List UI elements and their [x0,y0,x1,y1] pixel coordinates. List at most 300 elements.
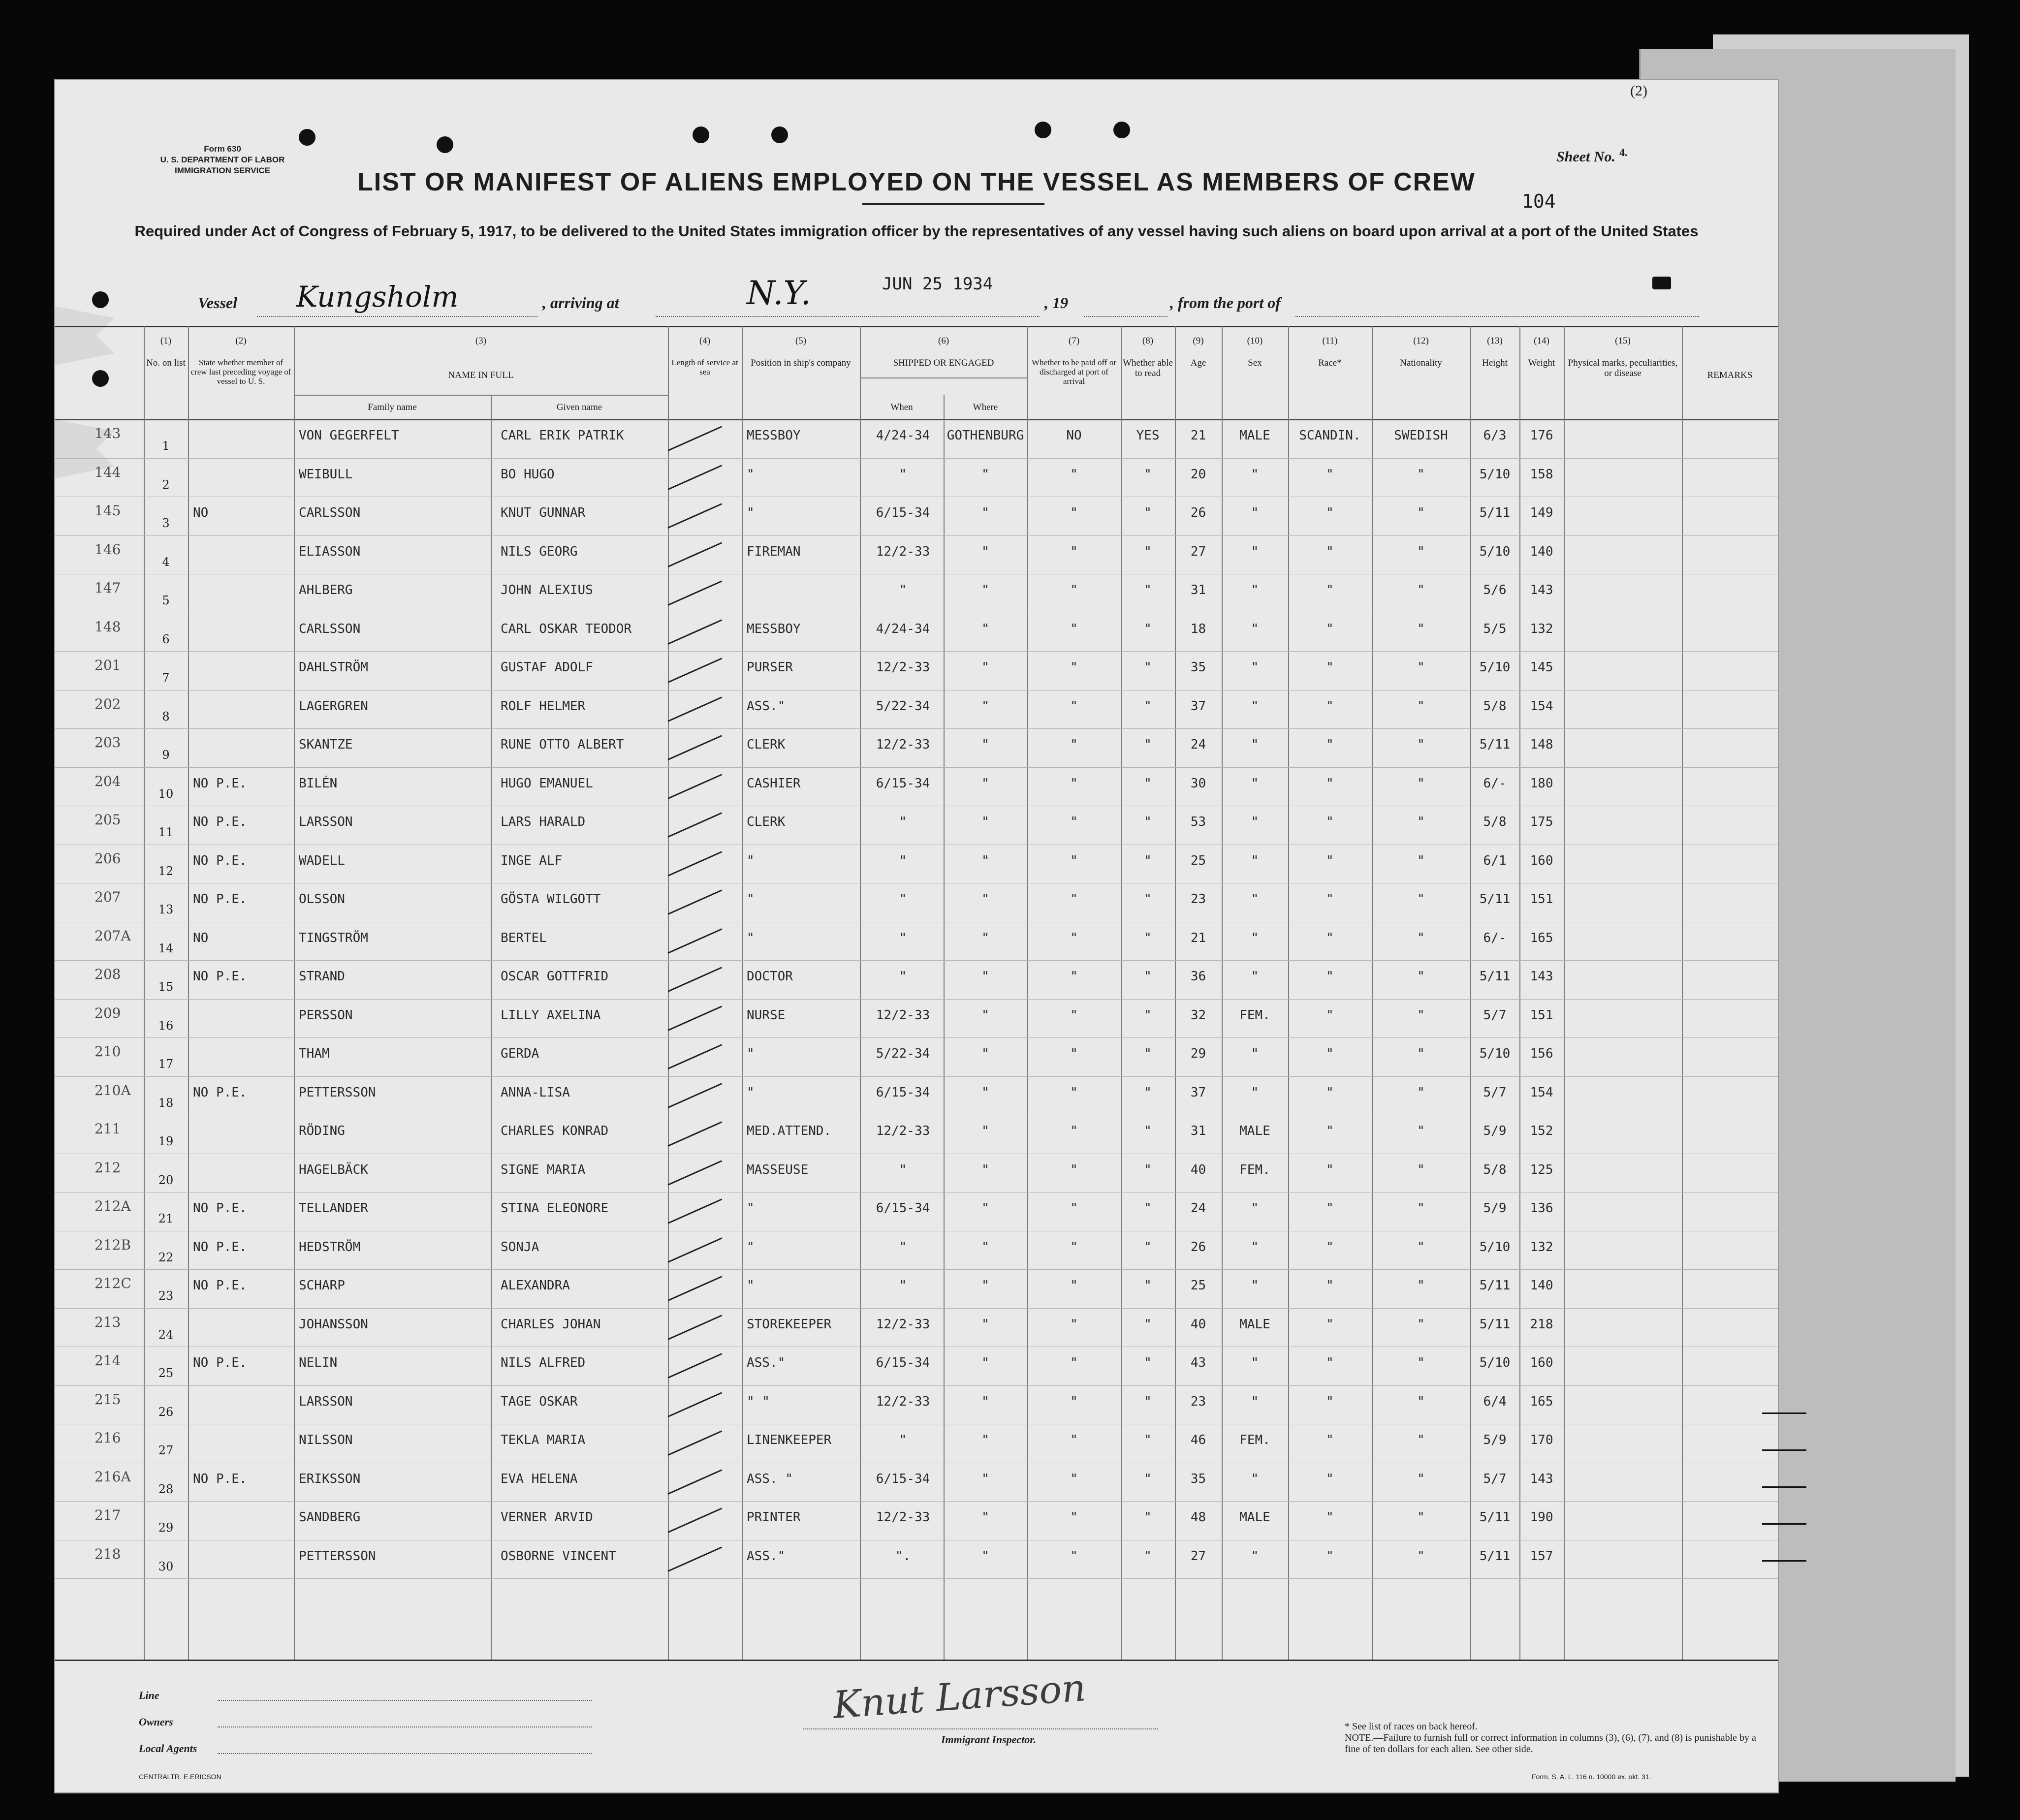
table-bottom-border [55,1660,1778,1661]
row-reference-number: 147 [95,580,121,596]
table-cell-read: " [1144,853,1152,868]
table-cell-where: " [981,467,989,482]
table-cell-where: " [981,621,989,636]
table-cell-position: CLERK [747,737,786,752]
row-reference-number: 216 [95,1430,121,1446]
length-of-service-dash [667,1392,722,1417]
form-reference: Form. S. A. L. 116 n. 10000 ex. okt. 31. [1532,1773,1651,1781]
table-cell-given: INGE ALF [501,853,563,868]
punch-hole [771,126,788,143]
table-cell-height: 5/10 [1479,1239,1511,1255]
table-cell-race: " [1326,1124,1334,1138]
table-cell-family: DAHLSTRÖM [299,660,368,675]
punch-hole [693,126,709,143]
table-cell-weight: 165 [1530,930,1553,945]
table-cell-height: 5/11 [1479,737,1511,752]
column-rule [491,395,492,1660]
table-cell-nationality: " [1417,1355,1425,1370]
table-cell-nationality: " [1417,1471,1425,1486]
table-cell-race: " [1326,1085,1334,1100]
table-cell-prev: NO P.E. [193,815,247,829]
table-row-rule [55,1501,1778,1502]
table-cell-position: " [747,1201,755,1216]
table-cell-age: 43 [1190,1355,1206,1370]
table-cell-family: AHLBERG [299,583,353,597]
table-cell-nationality: " [1417,621,1425,636]
table-cell-weight: 140 [1530,1278,1553,1293]
table-cell-where: " [981,1471,989,1486]
row-reference-number: 205 [95,812,121,828]
table-cell-race: " [1326,698,1334,714]
table-cell-weight: 151 [1530,892,1553,907]
torn-edge [55,306,114,365]
table-cell-age: 23 [1190,892,1206,907]
table-cell-sex: " [1251,1278,1259,1293]
table-cell-read: YES [1136,428,1160,443]
table-cell-weight: 143 [1530,1471,1553,1486]
row-reference-number: 146 [95,541,121,558]
table-cell-read: " [1144,1355,1152,1370]
table-cell-where: " [981,1317,989,1332]
table-cell-when: 6/15-34 [876,1085,930,1100]
column-number: (1) [160,336,172,346]
table-cell-sex: " [1251,583,1259,597]
column-number: (8) [1142,336,1154,346]
table-cell-nationality: " [1417,1085,1425,1100]
table-cell-race: " [1326,583,1334,597]
table-row-rule [55,767,1778,768]
table-cell-sex: " [1251,776,1259,791]
table-cell-read: " [1144,1085,1152,1100]
table-cell-paid-off: " [1070,853,1078,868]
column-label: State whether member of crew last preceding voyage of vessel to U. S. [190,358,291,386]
row-reference-number: 212B [95,1236,131,1253]
table-cell-read: " [1144,505,1152,520]
table-cell-paid-off: " [1070,660,1078,675]
table-cell-when: 12/2-33 [876,1124,930,1138]
table-cell-prev: NO P.E. [193,853,247,868]
table-cell-given: GERDA [501,1046,539,1061]
length-of-service-dash [667,889,722,915]
table-cell-where: " [981,1162,989,1177]
table-cell-when: " [899,1278,907,1293]
table-cell-weight: 165 [1530,1394,1553,1409]
length-of-service-dash [667,1198,722,1224]
table-cell-when: 6/15-34 [876,776,930,791]
column-label: Whether able to read [1123,358,1173,378]
row-reference-number: 143 [95,425,121,441]
column-number: (13) [1487,336,1503,346]
table-cell-paid-off: NO [1066,428,1082,443]
table-cell-nationality: " [1417,930,1425,945]
table-cell-family: JOHANSSON [299,1317,368,1332]
table-cell-nationality: " [1417,853,1425,868]
arriving-port: N.Y. [747,274,811,312]
column-label: NAME IN FULL [448,370,514,380]
table-cell-race: " [1326,1433,1334,1447]
table-cell-race: " [1326,505,1334,520]
table-cell-race: " [1326,930,1334,945]
table-cell-age: 25 [1190,853,1206,868]
races-note: * See list of races on back hereof. [1345,1721,1478,1732]
table-cell-nationality: " [1417,892,1425,907]
table-cell-given: OSCAR GOTTFRID [501,969,609,984]
length-of-service-dash [667,1353,722,1379]
table-cell-family: ERIKSSON [299,1471,361,1486]
table-cell-sex: MALE [1239,428,1270,443]
table-cell-family: SANDBERG [299,1510,361,1525]
column-sub-label: When [890,402,913,412]
row-list-number: 25 [158,1366,174,1380]
table-cell-position: " [747,1046,755,1061]
column-rule [1682,326,1683,1660]
table-cell-height: 5/11 [1479,1317,1511,1332]
table-cell-prev: NO P.E. [193,1085,247,1100]
table-cell-when: " [899,853,907,868]
column-number: (9) [1193,336,1204,346]
table-cell-given: ALEXANDRA [501,1278,570,1293]
length-of-service-dash [667,696,722,722]
column-number: (10) [1247,336,1263,346]
punch-hole [299,129,316,146]
table-cell-nationality: " [1417,737,1425,752]
table-cell-age: 23 [1190,1394,1206,1409]
row-list-number: 6 [162,632,170,646]
table-cell-family: LARSSON [299,815,353,829]
row-list-number: 5 [162,594,170,607]
column-label: No. on list [146,358,186,368]
row-list-number: 9 [162,748,170,762]
table-cell-height: 6/3 [1483,428,1507,443]
table-cell-sex: " [1251,737,1259,752]
table-cell-paid-off: " [1070,621,1078,636]
table-cell-when: 6/15-34 [876,1471,930,1486]
table-cell-sex: " [1251,1548,1259,1564]
table-cell-family: CARLSSON [299,505,361,520]
row-list-number: 26 [158,1405,174,1419]
table-cell-read: " [1144,1317,1152,1332]
row-reference-number: 216A [95,1468,131,1485]
table-cell-position: " [747,1278,755,1293]
table-cell-prev: NO P.E. [193,1471,247,1486]
table-cell-when: 6/15-34 [876,1201,930,1216]
column-sub-label: Family name [368,402,417,412]
table-cell-sex: " [1251,698,1259,714]
table-cell-height: 5/9 [1483,1433,1507,1447]
table-cell-nationality: " [1417,1124,1425,1138]
table-cell-where: " [981,1085,989,1100]
table-cell-family: TINGSTRÖM [299,930,368,945]
table-cell-prev: NO P.E. [193,1278,247,1293]
table-cell-given: CARL ERIK PATRIK [501,428,624,443]
table-cell-weight: 136 [1530,1201,1553,1216]
table-cell-position: MESSBOY [747,621,801,636]
table-cell-nationality: " [1417,467,1425,482]
table-cell-weight: 175 [1530,815,1553,829]
table-cell-nationality: SWEDISH [1394,428,1448,443]
table-cell-race: " [1326,969,1334,984]
row-list-number: 8 [162,709,170,723]
table-cell-where: " [981,853,989,868]
table-cell-race: SCANDIN. [1299,428,1361,443]
table-cell-weight: 190 [1530,1510,1553,1525]
table-cell-where: " [981,505,989,520]
table-cell-sex: " [1251,1046,1259,1061]
table-cell-when: " [899,930,907,945]
table-cell-nationality: " [1417,1162,1425,1177]
table-cell-weight: 154 [1530,1085,1553,1100]
table-cell-position: PRINTER [747,1510,801,1525]
table-cell-sex: " [1251,853,1259,868]
table-cell-sex: " [1251,467,1259,482]
table-cell-race: " [1326,1317,1334,1332]
length-of-service-dash [667,1430,722,1456]
row-list-number: 1 [162,439,170,453]
table-cell-weight: 176 [1530,428,1553,443]
table-cell-race: " [1326,544,1334,559]
row-list-number: 27 [158,1443,174,1457]
row-reference-number: 212C [95,1275,131,1291]
table-cell-family: NILSSON [299,1433,353,1447]
column-label: Age [1190,358,1206,368]
column-number: (12) [1413,336,1429,346]
table-cell-height: 5/11 [1479,1278,1511,1293]
table-cell-nationality: " [1417,1394,1425,1409]
table-cell-position: " [747,930,755,945]
column-number: (14) [1534,336,1549,346]
row-list-number: 30 [158,1559,174,1573]
table-cell-nationality: " [1417,815,1425,829]
page-title: LIST OR MANIFEST OF ALIENS EMPLOYED ON THE VESSEL AS MEMBERS OF CREW [357,168,1476,196]
length-of-service-dash [667,812,722,838]
footer-note [1345,1721,1758,1755]
table-cell-given: TAGE OSKAR [501,1394,578,1409]
table-cell-position: ASS." [747,698,786,714]
row-reference-number: 148 [95,618,121,635]
table-cell-paid-off: " [1070,815,1078,829]
row-list-number: 23 [158,1289,174,1303]
remarks-mark [1762,1486,1806,1488]
column-label: Height [1482,358,1508,368]
table-cell-age: 29 [1190,1046,1206,1061]
table-cell-paid-off: " [1070,737,1078,752]
column-rule [188,326,189,1660]
remarks-mark [1762,1523,1806,1525]
table-row-rule [55,651,1778,652]
length-of-service-dash [667,580,722,606]
table-cell-height: 6/4 [1483,1394,1507,1409]
table-cell-family: PETTERSSON [299,1085,376,1100]
table-cell-paid-off: " [1070,776,1078,791]
table-cell-read: " [1144,737,1152,752]
table-cell-sex: " [1251,1471,1259,1486]
table-cell-race: " [1326,737,1334,752]
table-cell-when: " [899,1239,907,1255]
form-number: Form 630 [204,144,241,154]
table-cell-race: " [1326,776,1334,791]
table-cell-paid-off: " [1070,698,1078,714]
table-cell-family: NELIN [299,1355,338,1370]
table-cell-given: KNUT GUNNAR [501,505,586,520]
table-cell-race: " [1326,1548,1334,1564]
table-cell-position: DOCTOR [747,969,793,984]
table-cell-paid-off: " [1070,1278,1078,1293]
table-cell-when: ". [895,1548,911,1564]
length-of-service-dash [667,1315,722,1340]
table-cell-sex: " [1251,815,1259,829]
row-list-number: 10 [158,786,174,801]
table-cell-family: OLSSON [299,892,345,907]
table-cell-where: " [981,1007,989,1023]
punch-hole [92,370,109,387]
table-cell-race: " [1326,1394,1334,1409]
table-cell-position: CASHIER [747,776,801,791]
table-cell-nationality: " [1417,776,1425,791]
table-cell-read: " [1144,1007,1152,1023]
length-of-service-dash [667,1546,722,1572]
table-cell-age: 35 [1190,1471,1206,1486]
table-cell-paid-off: " [1070,930,1078,945]
table-cell-given: NILS ALFRED [501,1355,586,1370]
local-agents-underline [218,1753,592,1754]
column-label: Whether to be paid off or discharged at port of arrival [1032,358,1116,386]
table-cell-nationality: " [1417,1278,1425,1293]
table-cell-weight: 180 [1530,776,1553,791]
table-cell-read: " [1144,1278,1152,1293]
table-cell-where: " [981,1433,989,1447]
row-list-number: 29 [158,1521,174,1535]
length-of-service-dash [667,1237,722,1263]
table-cell-read: " [1144,930,1152,945]
sheet-value: 4. [1619,146,1628,158]
table-cell-nationality: " [1417,1201,1425,1216]
table-cell-height: 5/7 [1483,1085,1507,1100]
owners-underline [218,1726,592,1727]
table-cell-nationality: " [1417,1510,1425,1525]
table-cell-read: " [1144,776,1152,791]
table-cell-paid-off: " [1070,1201,1078,1216]
remarks-mark [1762,1560,1806,1562]
table-cell-height: 5/10 [1479,467,1511,482]
length-of-service-dash [667,658,722,683]
table-cell-sex: " [1251,621,1259,636]
table-cell-paid-off: " [1070,1162,1078,1177]
table-cell-age: 21 [1190,428,1206,443]
table-cell-position: PURSER [747,660,793,675]
table-cell-weight: 157 [1530,1548,1553,1564]
table-cell-prev: NO P.E. [193,776,247,791]
table-cell-paid-off: " [1070,1007,1078,1023]
table-cell-when: 12/2-33 [876,737,930,752]
vessel-name: Kungsholm [296,280,459,314]
table-cell-given: BO HUGO [501,467,555,482]
table-cell-paid-off: " [1070,467,1078,482]
table-cell-age: 37 [1190,698,1206,714]
length-of-service-dash [667,1276,722,1301]
table-cell-position: " [747,505,755,520]
table-cell-age: 31 [1190,1124,1206,1138]
table-cell-where: " [981,930,989,945]
table-cell-nationality: " [1417,698,1425,714]
table-cell-position: ASS." [747,1355,786,1370]
table-cell-height: 5/11 [1479,892,1511,907]
table-cell-sex: " [1251,660,1259,675]
corner-page-mark: (2) [1630,83,1647,99]
table-cell-nationality: " [1417,505,1425,520]
table-cell-height: 5/9 [1483,1201,1507,1216]
punch-hole [1113,122,1130,138]
table-cell-given: EVA HELENA [501,1471,578,1486]
row-list-number: 3 [162,516,170,530]
table-cell-height: 6/1 [1483,853,1507,868]
table-cell-read: " [1144,698,1152,714]
subheader-rule [294,395,668,396]
table-cell-given: GUSTAF ADOLF [501,660,593,675]
table-cell-height: 5/8 [1483,1162,1507,1177]
table-cell-where: " [981,544,989,559]
table-cell-when: 12/2-33 [876,660,930,675]
row-list-number: 13 [158,903,174,916]
table-cell-read: " [1144,1162,1152,1177]
table-cell-read: " [1144,892,1152,907]
table-cell-given: TEKLA MARIA [501,1433,586,1447]
table-cell-nationality: " [1417,1317,1425,1332]
table-cell-read: " [1144,1124,1152,1138]
table-cell-race: " [1326,1355,1334,1370]
table-cell-age: 30 [1190,776,1206,791]
table-cell-prev: NO P.E. [193,1239,247,1255]
table-cell-weight: 132 [1530,1239,1553,1255]
table-cell-given: STINA ELEONORE [501,1201,609,1216]
table-cell-read: " [1144,1394,1152,1409]
row-list-number: 14 [158,941,174,955]
table-cell-height: 5/11 [1479,969,1511,984]
table-cell-weight: 218 [1530,1317,1553,1332]
table-cell-where: " [981,1394,989,1409]
length-of-service-dash [667,928,722,954]
column-rule [1564,326,1565,1660]
table-cell-weight: 160 [1530,1355,1553,1370]
table-cell-given: CHARLES KONRAD [501,1124,609,1138]
table-cell-height: 6/- [1483,776,1507,791]
table-cell-read: " [1144,1471,1152,1486]
table-cell-given: OSBORNE VINCENT [501,1548,616,1564]
table-cell-family: VON GEGERFELT [299,428,399,443]
owners-label: Owners [139,1716,173,1728]
table-cell-weight: 158 [1530,467,1553,482]
table-cell-read: " [1144,815,1152,829]
row-reference-number: 208 [95,966,121,982]
table-cell-position: STOREKEEPER [747,1317,832,1332]
table-cell-position: " [747,853,755,868]
table-cell-when: 6/15-34 [876,1355,930,1370]
table-cell-family: WADELL [299,853,345,868]
table-cell-where: " [981,969,989,984]
table-row-rule [55,728,1778,729]
table-cell-when: 5/22-34 [876,698,930,714]
table-cell-read: " [1144,544,1152,559]
column-rule [1470,326,1471,1660]
table-cell-age: 27 [1190,1548,1206,1564]
table-cell-height: 5/10 [1479,1355,1511,1370]
column-label: REMARKS [1707,370,1753,380]
table-cell-sex: FEM. [1239,1007,1270,1023]
line-label: Line [139,1689,159,1701]
table-cell-sex: " [1251,1394,1259,1409]
table-cell-when: " [899,892,907,907]
table-cell-nationality: " [1417,1548,1425,1564]
row-reference-number: 203 [95,734,121,751]
